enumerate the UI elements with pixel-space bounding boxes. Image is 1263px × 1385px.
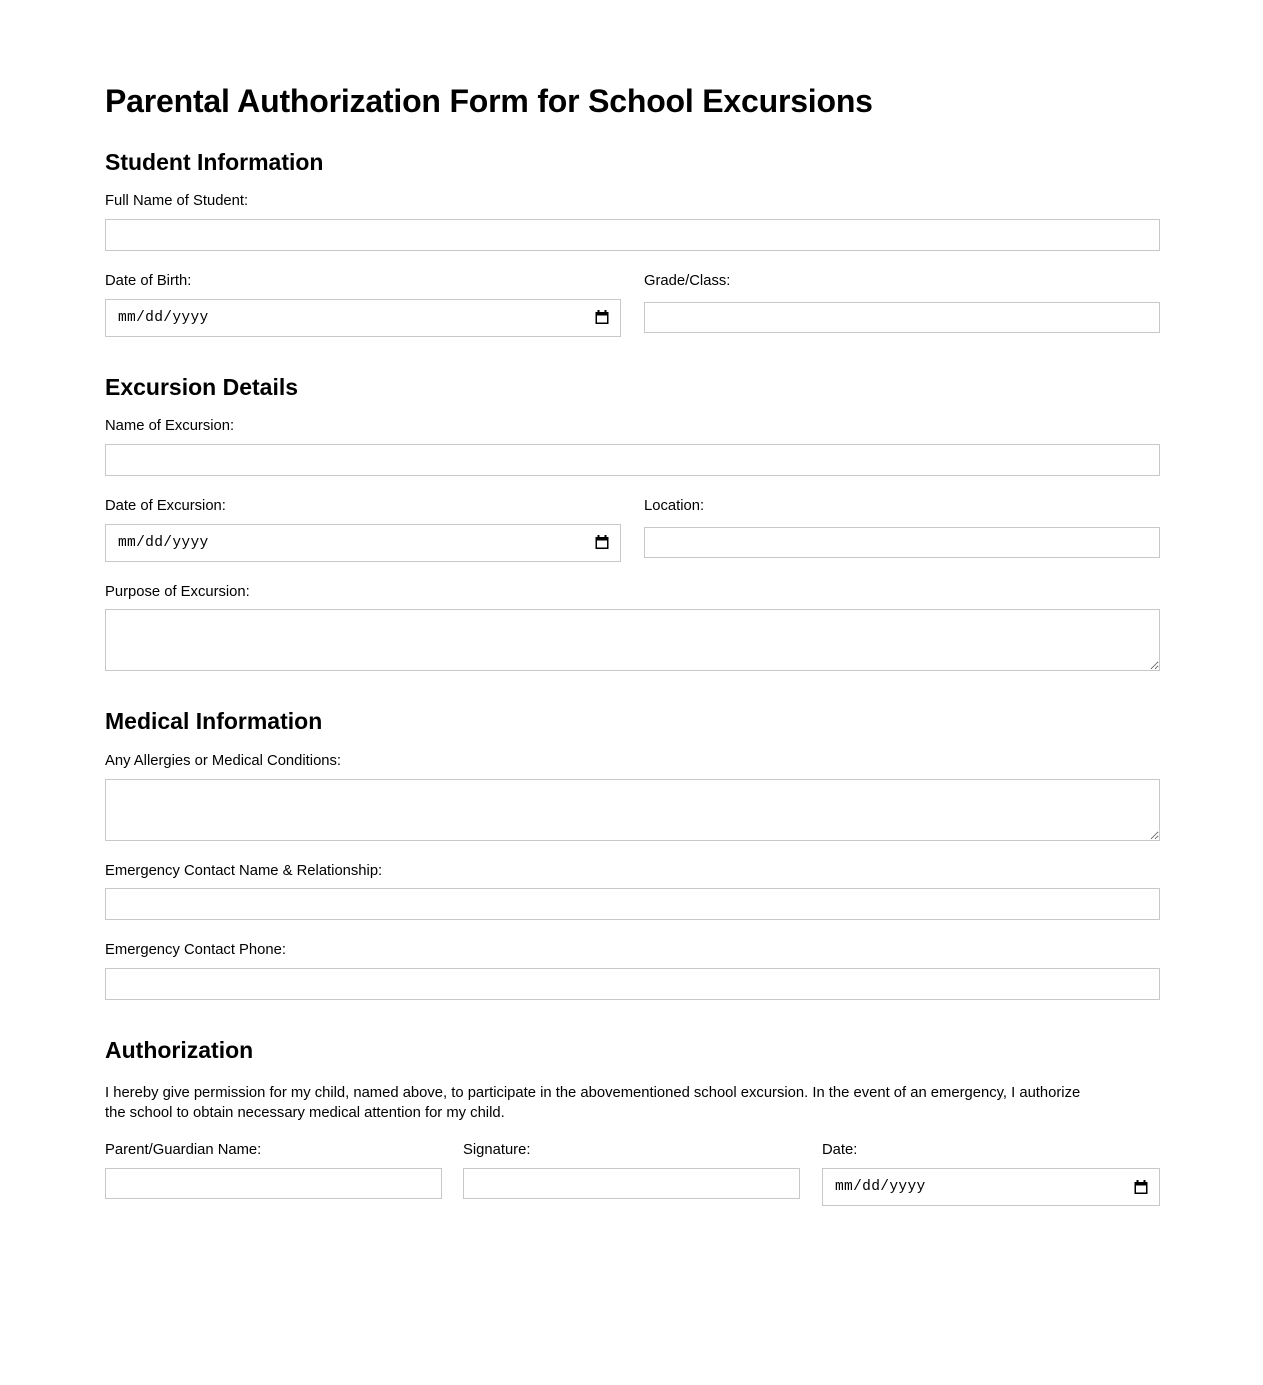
column-gap [621, 273, 644, 337]
input-grade-class[interactable] [644, 302, 1160, 333]
calendar-icon[interactable] [595, 535, 609, 550]
section-heading-student-information: Student Information [105, 148, 324, 175]
input-excursion-date[interactable] [105, 524, 621, 562]
field-authorization-date [822, 1142, 1160, 1206]
input-full-name[interactable] [105, 219, 1160, 251]
label-allergies: Any Allergies or Medical Conditions: [105, 752, 342, 769]
excursion-date-placeholder: mm/dd/yyyy [118, 534, 209, 551]
label-full-name: Full Name of Student: [105, 193, 249, 210]
label-emergency-contact-name: Emergency Contact Name & Relationship: [105, 862, 383, 879]
label-grade-class: Grade/Class: [644, 272, 731, 289]
field-excursion-date [105, 498, 621, 562]
field-location [644, 498, 1160, 562]
input-emergency-contact-name[interactable] [105, 888, 1160, 920]
authorization-date-placeholder: mm/dd/yyyy [835, 1179, 926, 1196]
input-excursion-name[interactable] [105, 444, 1160, 476]
input-location[interactable] [644, 527, 1160, 558]
field-emergency-contact-name [105, 863, 1160, 921]
label-parent-guardian-name: Parent/Guardian Name: [105, 1142, 262, 1159]
row-dob-grade [105, 273, 1160, 337]
label-signature: Signature: [463, 1142, 531, 1159]
field-allergies [105, 753, 1160, 841]
calendar-icon[interactable] [595, 310, 609, 325]
field-emergency-contact-phone [105, 942, 1160, 1000]
input-purpose[interactable] [105, 609, 1160, 671]
input-signature[interactable] [463, 1168, 800, 1199]
field-excursion-name [105, 418, 1160, 476]
label-date-of-birth: Date of Birth: [105, 272, 192, 289]
label-purpose: Purpose of Excursion: [105, 583, 250, 600]
row-excursion-date-location [105, 498, 1160, 562]
field-date-of-birth [105, 273, 621, 337]
row-authorization-signoff [105, 1142, 1160, 1206]
field-grade-class [644, 273, 1160, 337]
authorization-statement: I hereby give permission for my child, named above, to participate in the abovementioned school excursion. In the event of an emergency, I authorize the school to obtain necessary medical attention for my child. [105, 1084, 1081, 1121]
label-location: Location: [644, 497, 705, 514]
label-excursion-date: Date of Excursion: [105, 497, 226, 514]
field-parent-guardian-name [105, 1142, 442, 1206]
field-purpose [105, 584, 1160, 672]
field-signature [463, 1142, 800, 1206]
field-full-name [105, 193, 1160, 251]
column-gap [621, 498, 644, 562]
input-emergency-contact-phone[interactable] [105, 968, 1160, 1000]
label-authorization-date: Date: [822, 1142, 858, 1159]
input-authorization-date[interactable] [822, 1168, 1160, 1206]
section-heading-excursion-details: Excursion Details [105, 373, 299, 400]
input-date-of-birth[interactable] [105, 299, 621, 337]
section-heading-medical-information: Medical Information [105, 708, 323, 735]
column-gap [442, 1142, 463, 1206]
column-gap [800, 1142, 822, 1206]
form-container [105, 0, 1160, 1206]
label-excursion-name: Name of Excursion: [105, 418, 235, 435]
section-heading-authorization: Authorization [105, 1037, 254, 1064]
input-parent-guardian-name[interactable] [105, 1168, 442, 1199]
date-of-birth-placeholder: mm/dd/yyyy [118, 309, 209, 326]
page-title: Parental Authorization Form for School Excursions [105, 83, 873, 119]
input-allergies[interactable] [105, 779, 1160, 841]
calendar-icon[interactable] [1134, 1180, 1148, 1195]
label-emergency-contact-phone: Emergency Contact Phone: [105, 942, 286, 959]
